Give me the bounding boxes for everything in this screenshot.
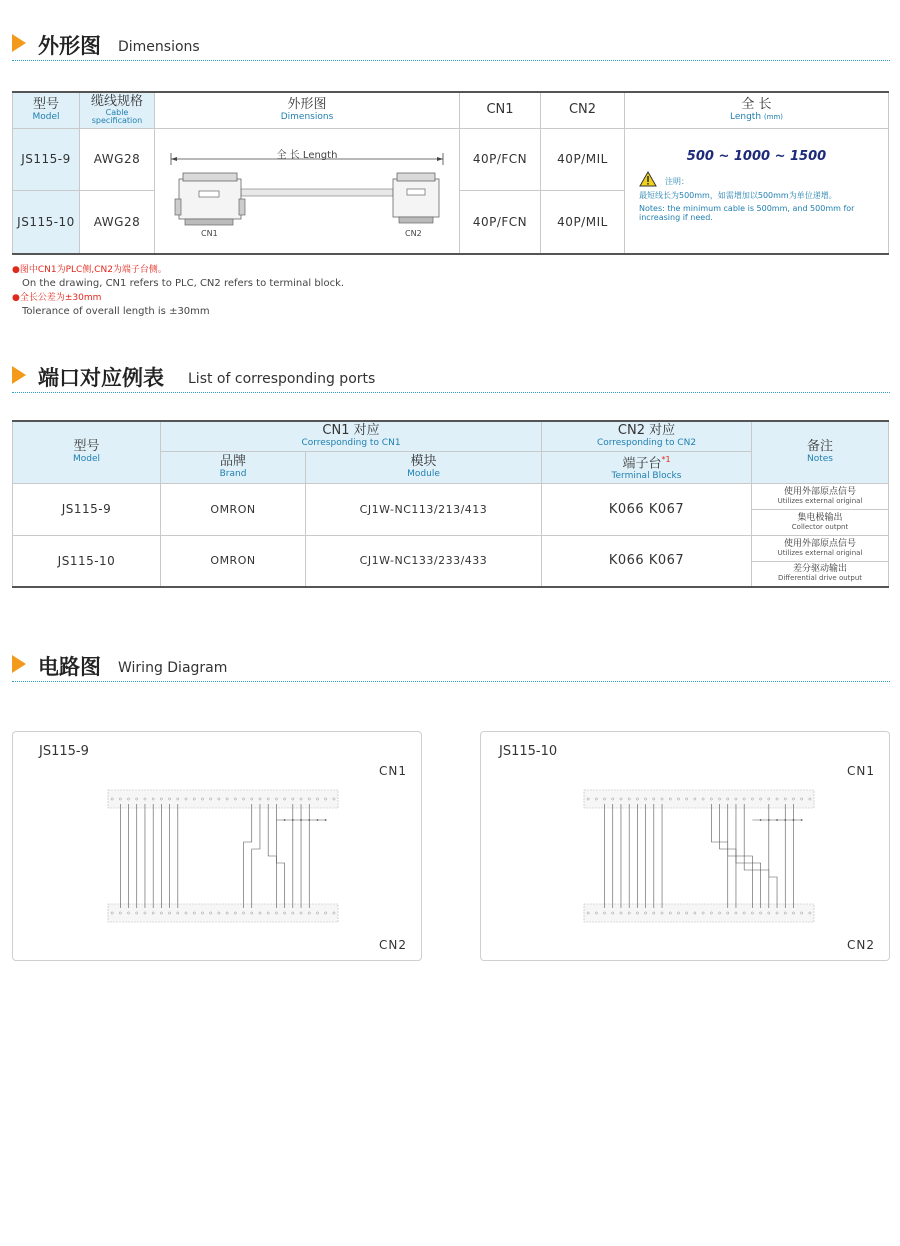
section-title-zh: 外形图 [38, 34, 101, 58]
row1-note2: 集电极输出 Collector outpnt [752, 509, 889, 535]
section-title-en: List of corresponding ports [188, 371, 376, 387]
row1-model: JS115-9 [13, 483, 161, 535]
wiring-diagram-js115-9 [12, 731, 422, 961]
row2-terminal: K066 K067 [542, 535, 752, 587]
row2-cn2: 40P/MIL [541, 191, 625, 254]
section-title-zh: 端口对应例表 [38, 366, 164, 390]
section-title-en: Wiring Diagram [118, 660, 228, 676]
wiring-schematic [481, 732, 889, 960]
th2-module: 模块 Module [306, 451, 542, 483]
wiring-cn1-label: CN1 [379, 764, 407, 778]
row1-brand: OMRON [161, 483, 306, 535]
row2-model: JS115-10 [13, 535, 161, 587]
row2-module: CJ1W-NC133/233/433 [306, 535, 542, 587]
triangle-arrow-icon [12, 366, 26, 384]
note-en: Notes: the minimum cable is 500mm, and 500mm for increasing if need. [639, 203, 855, 222]
row1-terminal: K066 K067 [542, 483, 752, 535]
length-values: 500 ~ 1000 ~ 1500 [686, 148, 827, 164]
row1-model: JS115-9 [13, 128, 80, 191]
row1-cn1: 40P/FCN [460, 128, 541, 191]
th2-cn2: CN2 对应 Corresponding to CN2 [542, 421, 752, 451]
wiring-diagram-js115-10 [480, 731, 890, 961]
section-ports-header [12, 362, 890, 393]
note2-zh: ●全长公差为±30mm [12, 293, 102, 303]
th2-notes: 备注 Notes [752, 421, 889, 483]
cable-drawing-cell [155, 128, 460, 254]
section-title-en: Dimensions [118, 39, 200, 55]
triangle-arrow-icon [12, 655, 26, 673]
wiring-cn1-label: CN1 [847, 764, 875, 778]
row2-cn1: 40P/FCN [460, 191, 541, 254]
note-title: 注明： [665, 176, 689, 186]
th2-model: 型号 Model [13, 421, 161, 483]
th-cable: 缆线规格 Cable specification [80, 92, 155, 128]
cn1-drawing-label: CN1 [201, 228, 218, 238]
th2-cn1: CN1 对应 Corresponding to CN1 [161, 421, 542, 451]
note1-en: On the drawing, CN1 refers to PLC, CN2 refers to terminal block. [22, 278, 345, 289]
row1-module: CJ1W-NC113/213/413 [306, 483, 542, 535]
cn2-connector-drawing [393, 173, 439, 223]
section-wiring-header [12, 651, 890, 682]
row2-note1: 使用外部原点信号 Utilizes external original [752, 535, 889, 561]
wiring-cn2-label: CN2 [847, 938, 875, 952]
note1-zh: ●图中CN1为PLC侧,CN2为端子台侧。 [12, 265, 167, 275]
triangle-arrow-icon [12, 34, 26, 52]
wiring-title: JS115-9 [39, 744, 89, 759]
dimension-notes [12, 264, 344, 318]
row2-note2: 差分驱动输出 Differential drive output [752, 561, 889, 587]
wiring-title: JS115-10 [499, 744, 558, 759]
wiring-cn2-label: CN2 [379, 938, 407, 952]
row2-model: JS115-10 [13, 191, 80, 254]
th-dimensions: 外形图 Dimensions [155, 92, 460, 128]
dimensions-table [12, 91, 889, 255]
section-dimensions-header [12, 30, 890, 61]
row2-cable: AWG28 [80, 191, 155, 254]
note-zh: 最短线长为500mm，如需增加以500mm为单位递增。 [639, 190, 837, 200]
th-model: 型号 Model [13, 92, 80, 128]
th2-terminal: 端子台$^{*1}$ Terminal Blocks [542, 451, 752, 483]
note2-en: Tolerance of overall length is ±30mm [22, 306, 210, 317]
row1-note1: 使用外部原点信号 Utilizes external original [752, 483, 889, 509]
row1-cn2: 40P/MIL [541, 128, 625, 191]
th-cn1: CN1 [460, 92, 541, 128]
cn1-connector-drawing [175, 173, 245, 225]
wiring-schematic [13, 732, 421, 960]
ports-table [12, 420, 889, 588]
warning-icon [639, 171, 657, 191]
length-label: 全 长 Length [276, 149, 338, 161]
row1-cable: AWG28 [80, 128, 155, 191]
th-cn2: CN2 [541, 92, 625, 128]
section-title-zh: 电路图 [38, 655, 101, 679]
cn2-drawing-label: CN2 [405, 228, 422, 238]
row2-brand: OMRON [161, 535, 306, 587]
th2-brand: 品牌 Brand [161, 451, 306, 483]
length-cell [625, 128, 889, 254]
th-length: 全 长 Length (mm) [625, 92, 889, 128]
